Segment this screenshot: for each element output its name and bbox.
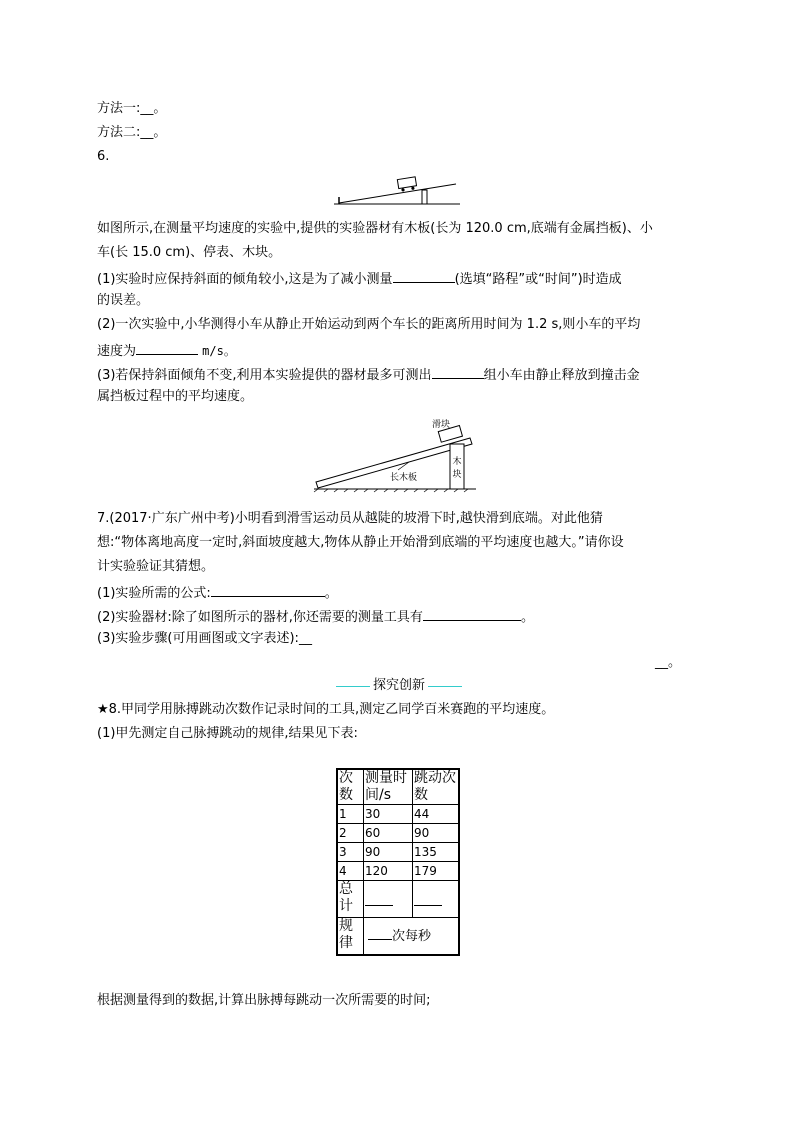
question-7-line-3: 计实验验证其猜想。 [97, 559, 215, 574]
question-6-part-1-cont: 的误差。 [97, 293, 150, 308]
table-rule-row [337, 918, 459, 956]
cell: 2 [337, 824, 364, 843]
cell: 120 [364, 862, 413, 881]
cell: 44 [413, 805, 460, 824]
table-row [337, 843, 459, 862]
section-title-text: 探究创新 [372, 678, 425, 693]
answer-blank[interactable] [432, 364, 484, 379]
cell: 1 [337, 805, 364, 824]
table-header-row [337, 769, 459, 805]
question-7-line-2: 想:“物体离地高度一定时,斜面坡度越大,物体从静止开始滑到底端的平均速度也越大。”请你设 [97, 535, 624, 550]
rule-value[interactable] [364, 918, 460, 956]
unit-label: m/s。 [202, 344, 236, 358]
pulse-data-table [336, 768, 460, 956]
question-6-part-2-text: 速度为 [97, 344, 137, 359]
header-count: 次 数 [337, 769, 364, 805]
question-7-part-2-text: (2)实验器材:除了如图所示的器材,你还需要的测量工具有 [97, 610, 423, 625]
question-6-part-1 [97, 268, 622, 289]
incline-cart-figure [334, 170, 460, 206]
wood-block-label-1: 木 [452, 457, 462, 467]
rule-label: 规 律 [337, 918, 364, 956]
question-6-part-2: (2)一次实验中,小华测得小车从静止开始运动到两个车长的距离所用时间为 1.2 s,则小车的平均 [97, 317, 641, 332]
long-board-label: 长木板 [390, 473, 418, 483]
question-6-part-1-text: (1)实验时应保持斜面的倾角较小,这是为了减小测量 [97, 272, 393, 287]
table-row [337, 824, 459, 843]
question-7-part-2 [97, 606, 534, 627]
cell: 135 [413, 843, 460, 862]
question-7-part-3: (3)实验步骤(可用画图或文字表述):__ [97, 631, 312, 646]
question-6-part-1-text-2: (选填“路程”或“时间”)时造成 [454, 272, 622, 287]
question-7-part-1-end: 。 [324, 586, 338, 601]
question-6-stem-line-2: 车(长 15.0 cm)、停表、木块。 [97, 245, 282, 260]
question-8-after-table: 根据测量得到的数据,计算出脉搏每跳动一次所需要的时间; [97, 993, 431, 1008]
question-6-part-3-text-2: 组小车由静止释放到撞击金 [483, 368, 640, 383]
question-7-part-3-tail: __。 [655, 655, 682, 670]
question-7-part-2-end: 。 [520, 610, 534, 625]
cell: 3 [337, 843, 364, 862]
question-7-part-1-text: (1)实验所需的公式: [97, 586, 211, 601]
question-8-line-1: ★8.甲同学用脉搏跳动次数作记录时间的工具,测定乙同学百米赛跑的平均速度。 [97, 702, 555, 717]
question-6-stem-line-1: 如图所示,在测量平均速度的实验中,提供的实验器材有木板(长为 120.0 cm,底端有金属挡板)、小 [97, 221, 653, 236]
total-time-blank[interactable] [364, 881, 413, 918]
answer-blank[interactable] [211, 582, 325, 597]
slider-label: 滑块 [432, 420, 451, 430]
cell: 4 [337, 862, 364, 881]
rule-value-text: 次每秒 [392, 929, 432, 944]
table-total-row [337, 881, 459, 918]
answer-blank[interactable] [423, 606, 521, 621]
header-time: 测量时 间/s [364, 769, 413, 805]
answer-blank[interactable] [393, 268, 455, 283]
question-6-part-3 [97, 364, 640, 385]
table-row [337, 805, 459, 824]
question-6-part-3-cont: 属挡板过程中的平均速度。 [97, 389, 254, 404]
slider-board-figure [314, 416, 476, 492]
question-6-part-2-cont [97, 340, 236, 361]
table-row [337, 862, 459, 881]
wood-block-label-2: 块 [452, 470, 462, 480]
section-title [338, 677, 460, 695]
total-beats-blank[interactable] [413, 881, 460, 918]
total-label: 总 计 [337, 881, 364, 918]
method-two-line: 方法二:__。 [97, 125, 167, 140]
title-rule-right [428, 686, 462, 687]
cell: 90 [413, 824, 460, 843]
header-beats: 跳动次 数 [413, 769, 460, 805]
cell: 179 [413, 862, 460, 881]
cell: 90 [364, 843, 413, 862]
method-one-line: 方法一:__。 [97, 101, 167, 116]
question-7-line-1: 7.(2017·广东广州中考)小明看到滑雪运动员从越陡的坡滑下时,越快滑到底端。对此他猜 [97, 511, 603, 526]
question-6-part-3-text: (3)若保持斜面倾角不变,利用本实验提供的器材最多可测出 [97, 368, 432, 383]
question-6-number: 6. [97, 149, 110, 164]
title-rule-left [336, 686, 370, 687]
question-8-line-2: (1)甲先测定自己脉搏跳动的规律,结果见下表: [97, 726, 358, 741]
cell: 60 [364, 824, 413, 843]
answer-blank[interactable] [136, 340, 198, 355]
question-7-part-1 [97, 582, 338, 603]
cell: 30 [364, 805, 413, 824]
